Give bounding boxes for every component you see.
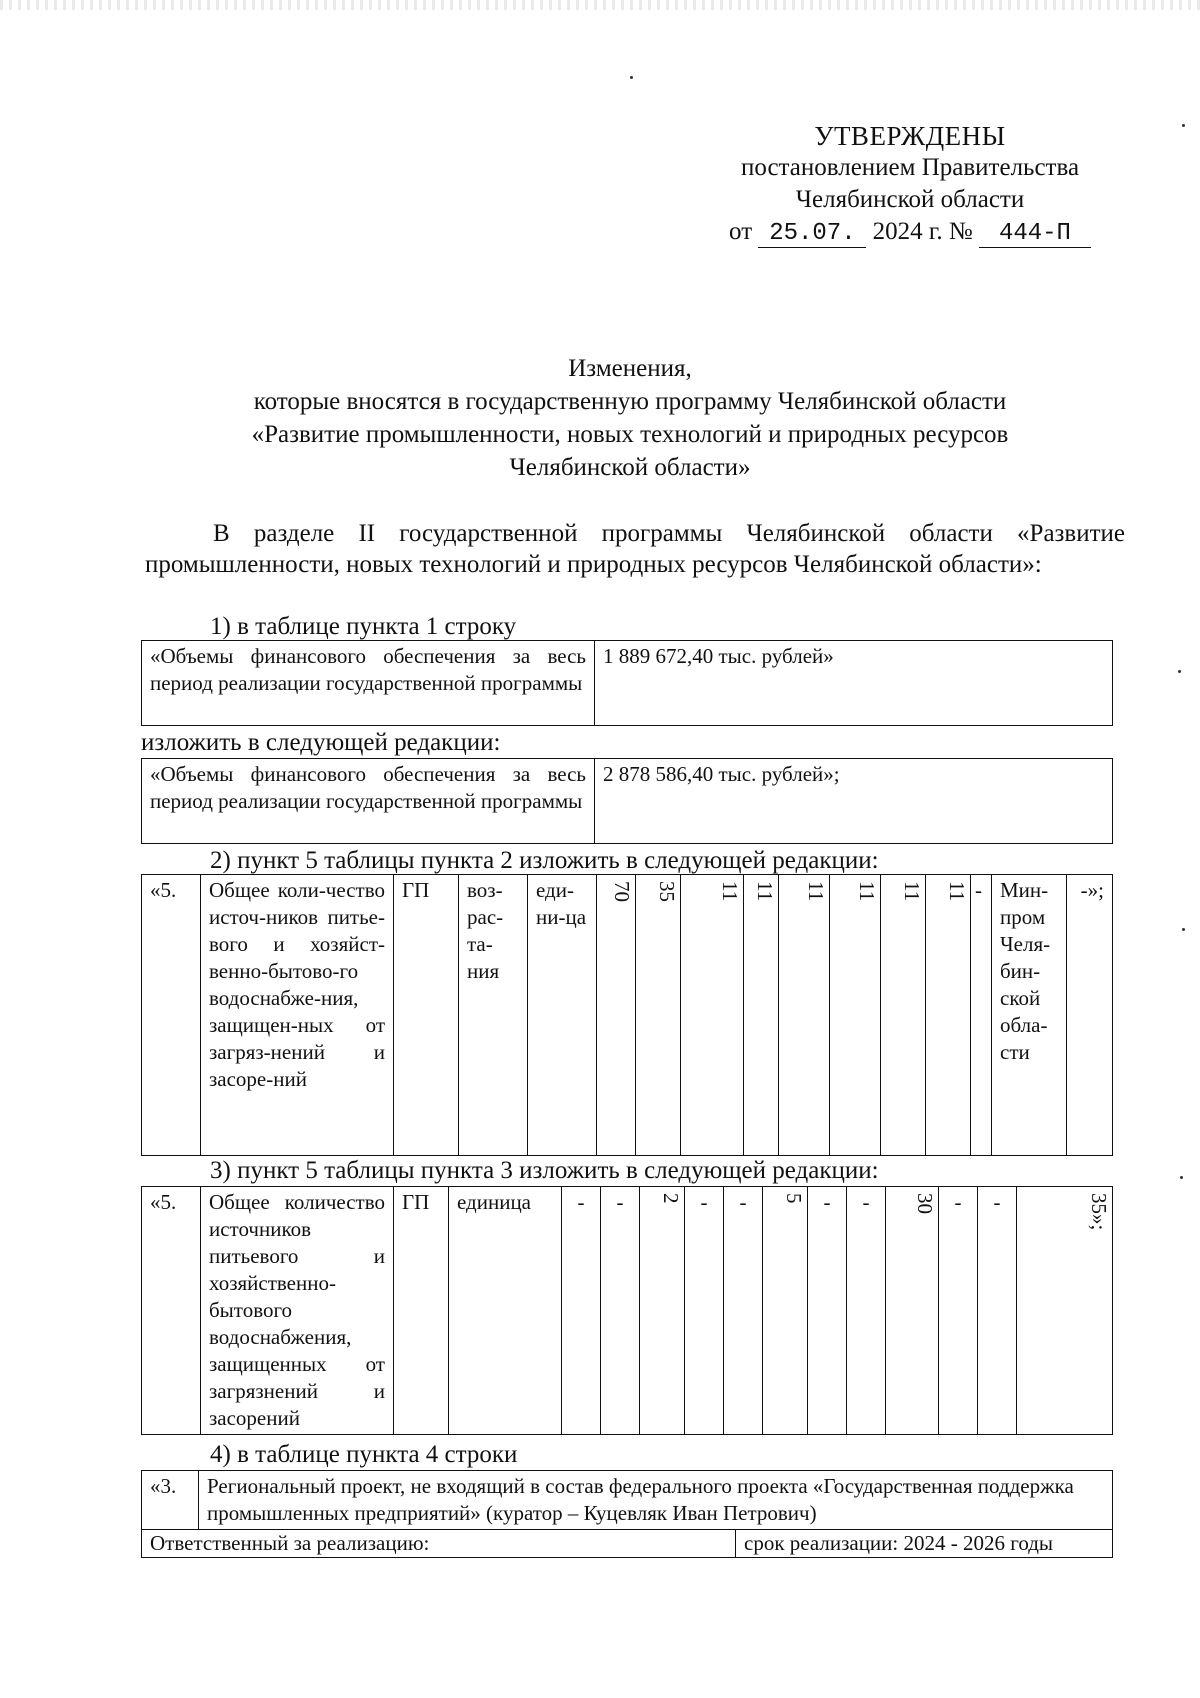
approval-line-1: постановлением Правительства	[740, 154, 1080, 181]
item3-value-8: -	[847, 1187, 886, 1435]
item2-value-1: 70	[597, 875, 636, 1156]
table-row	[142, 875, 1113, 1156]
item3-value-1: -	[562, 1187, 601, 1435]
item3-value-4: -	[685, 1187, 724, 1435]
heading-line-3: «Развитие промышленности, новых технологий и природных ресурсов	[251, 421, 1009, 448]
table-row	[142, 1530, 1113, 1558]
document-heading	[140, 352, 1120, 484]
item2-value-4: 11	[744, 875, 779, 1156]
item4-label: 4) в таблице пункта 4 строки	[210, 1441, 518, 1468]
item3-value-2: -	[601, 1187, 640, 1435]
speck	[630, 76, 633, 79]
item2-value-9: -	[971, 875, 992, 1156]
item3-value-6: 5	[763, 1187, 808, 1435]
item3-type: ГП	[394, 1187, 449, 1435]
item1-old-table	[141, 640, 1113, 726]
new-row-name: «Объемы финансового обеспечения за весь период реализации государственной программы	[142, 759, 595, 844]
item4-table	[141, 1470, 1113, 1558]
item2-name: Общее коли-чество источ-ников питье-вого и хозяйст-венно-бытово-го водоснабже-ния, защищен-ных от загряз-нений и засоре-ний	[201, 875, 394, 1156]
item2-end: -»;	[1067, 875, 1113, 1156]
item3-value-7: -	[808, 1187, 847, 1435]
item2-label: 2) пункт 5 таблицы пункта 2 изложить в следующей редакции:	[210, 847, 879, 874]
item3-name: Общее количество источников питьевого и хозяйственно-бытового водоснабжения, защищенных от загрязнений и засорений	[201, 1187, 394, 1435]
approval-stamp	[700, 120, 1120, 248]
item3-num: «5.	[142, 1187, 201, 1435]
item3-unit: единица	[449, 1187, 562, 1435]
approval-from: от	[729, 218, 753, 245]
item2-value-7: 11	[881, 875, 926, 1156]
item3-value-10: -	[939, 1187, 978, 1435]
approval-year: 2024 г. №	[872, 218, 973, 245]
item2-responsible: Мин-пром Челя-бин-ской обла-сти	[992, 875, 1067, 1156]
item3-value-3: 2	[640, 1187, 685, 1435]
speck	[1182, 124, 1185, 127]
speck	[1182, 928, 1185, 931]
item2-value-6: 11	[830, 875, 881, 1156]
item2-value-3: 11	[681, 875, 744, 1156]
speck	[1180, 1176, 1183, 1179]
heading-line-4: Челябинской области»	[509, 454, 751, 481]
item4-project: Региональный проект, не входящий в состав федерального проекта «Государственная поддержка промышленных предприятий» (куратор – Куцевляк Иван Петрович)	[199, 1471, 1113, 1530]
item2-direction: воз-рас-та-ния	[459, 875, 528, 1156]
item2-table	[141, 874, 1113, 1156]
item3-value-11: -	[978, 1187, 1017, 1435]
item2-num: «5.	[142, 875, 201, 1156]
item2-value-2: 35	[636, 875, 681, 1156]
new-row-value: 2 878 586,40 тыс. рублей»;	[595, 759, 1113, 844]
item4-term: срок реализации: 2024 - 2026 годы	[736, 1530, 1113, 1558]
approval-title: УТВЕРЖДЕНЫ	[814, 121, 1006, 151]
intro-paragraph: В разделе II государственной программы Челябинской области «Развитие промышленности, новых технологий и природных ресурсов Челябинской области»:	[145, 520, 1125, 578]
approval-line-2: Челябинской области	[795, 186, 1025, 213]
item1-new-table	[141, 758, 1113, 844]
table-row	[142, 1187, 1113, 1435]
item3-value-9: 30	[886, 1187, 939, 1435]
item1-replace-label: изложить в следующей редакции:	[141, 729, 501, 756]
item2-value-5: 11	[779, 875, 830, 1156]
old-row-name: «Объемы финансового обеспечения за весь период реализации государственной программы	[142, 641, 595, 726]
approval-number: 444-П	[979, 221, 1091, 248]
item2-value-8: 11	[926, 875, 971, 1156]
speck	[1178, 670, 1181, 673]
item3-value-12: 35»;	[1017, 1187, 1113, 1435]
heading-line-1: Изменения,	[568, 355, 692, 382]
item4-num: «3.	[142, 1471, 199, 1530]
item3-table	[141, 1186, 1113, 1435]
table-row	[142, 1471, 1113, 1530]
item3-label: 3) пункт 5 таблицы пункта 3 изложить в следующей редакции:	[210, 1157, 879, 1184]
table-row	[142, 641, 1113, 726]
scan-edge-noise	[0, 0, 1200, 10]
item1-label: 1) в таблице пункта 1 строку	[210, 613, 517, 640]
old-row-value: 1 889 672,40 тыс. рублей»	[595, 641, 1113, 726]
table-row	[142, 759, 1113, 844]
approval-date: 25.07.	[758, 221, 866, 248]
item2-type: ГП	[394, 875, 459, 1156]
item2-unit: еди-ни-ца	[528, 875, 597, 1156]
heading-line-2: которые вносятся в государственную программу Челябинской области	[253, 388, 1007, 415]
item3-value-5: -	[724, 1187, 763, 1435]
approval-date-number	[700, 216, 1120, 248]
item4-responsible: Ответственный за реализацию:	[142, 1530, 736, 1558]
